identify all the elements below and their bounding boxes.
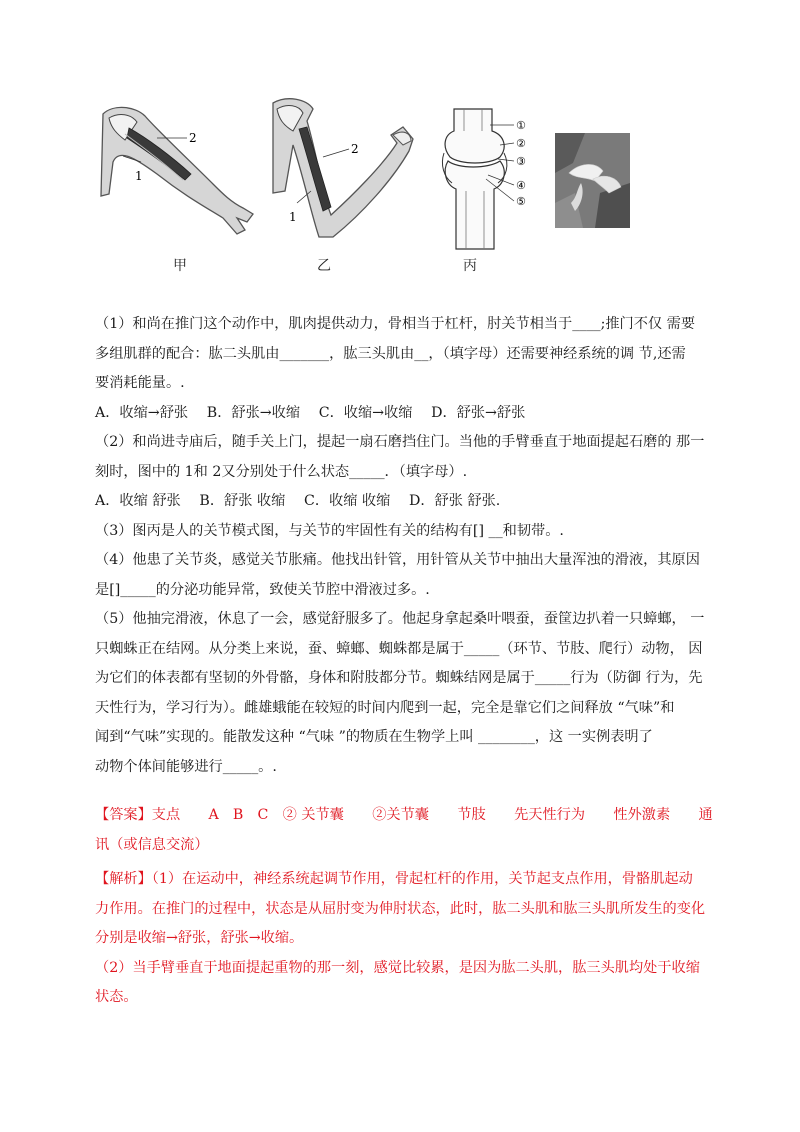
q1-options: A．收缩→舒张 B．舒张→收缩 C．收缩→收缩 D．舒张→舒张	[95, 404, 526, 421]
q5-line-3: 为它们的体表都有坚韧的外骨骼，身体和附肢都分节。蜘蛛结网是属于_____行为（防御 行为，先	[95, 670, 703, 686]
label-circled-2: ②	[516, 137, 526, 150]
figure-row	[95, 95, 655, 285]
q2-options: A．收缩 舒张 B．舒张 收缩 C．收缩 收缩 D．舒张 舒张.	[95, 493, 501, 509]
label-circled-5: ⑤	[516, 195, 526, 208]
q4-line-1: （4）他患了关节炎，感觉关节胀痛。他找出针管，用针管从关节中抽出大量浑浊的滑液，其原因	[95, 552, 700, 568]
label-2: 2	[351, 142, 359, 156]
joint-model-figure	[430, 105, 540, 255]
answer-block	[95, 800, 713, 859]
label-1: 1	[135, 169, 143, 183]
answer-line-2: 讯（或信息交流）	[95, 836, 209, 853]
analysis-line-2: 力作用。在推门的过程中，状态是从屈肘变为伸肘状态，此时，肱二头肌和肱三头肌所发生的变化	[95, 900, 706, 917]
arm-flexed-figure	[263, 95, 423, 255]
q5-line-1: （5）他抽完滑液，休息了一会，感觉舒服多了。他起身拿起桑叶喂蚕，蚕筐边扒着一只蟑螂， 一	[95, 611, 705, 627]
caption-bing: 丙	[463, 258, 477, 274]
q3-line-1: （3）图丙是人的关节模式图，与关节的牢固性有关的结构有[] __和韧带。.	[95, 522, 564, 539]
q5-line-6: 动物个体间能够进行_____。.	[95, 758, 277, 775]
q5-line-5: 闻到“气味”实现的。能散发这种 “气味 ”的物质在生物学上叫 ________，这 一实例表明了	[95, 729, 653, 745]
label-circled-3: ③	[516, 155, 526, 168]
label-2: 2	[189, 131, 197, 145]
label-1: 1	[289, 210, 297, 224]
analysis-line-4: （2）当手臂垂直于地面提起重物的那一刻，感觉比较累，是因为肱二头肌，肱三头肌均处于收缩	[95, 959, 700, 976]
question-block	[95, 310, 707, 782]
moth-photo	[555, 133, 630, 228]
q1-line-1: （1）和尚在推门这个动作中，肌肉提供动力，骨相当于杠杆，肘关节相当于____;推门不仅 需要	[95, 316, 696, 332]
q5-line-4: 天性行为，学习行为）。雌雄蛾能在较短的时间内爬到一起，完全是靠它们之间释放 “气味”和	[95, 699, 675, 716]
analysis-line-3: 分别是收缩→舒张，舒张→收缩。	[95, 930, 304, 946]
label-circled-1: ①	[516, 119, 526, 132]
caption-yi: 乙	[317, 258, 331, 274]
q2-line-1: （2）和尚进寺庙后，随手关上门，提起一扇石磨挡住门。当他的手臂垂直于地面提起石磨的 那一	[95, 434, 705, 450]
answer-line-1: 【答案】支点 A B C ② 关节囊 ②关节囊 节肢 先天性行为 性外激素 通	[95, 807, 713, 823]
q5-line-2: 只蜘蛛正在结网。从分类上来说，蚕、蟑螂、蜘蛛都是属于_____（环节、节肢、爬行）动物， 因	[95, 640, 703, 657]
q4-line-2: 是[]_____的分泌功能异常，致使关节腔中滑液过多。.	[95, 581, 430, 598]
q1-line-2: 多组肌群的配合：肱二头肌由_______，肱三头肌由__，（填字母）还需要神经系统的调 节,还需	[95, 345, 686, 362]
q2-line-2: 刻时，图中的 1和 2又分别处于什么状态_____．（填字母）.	[95, 463, 468, 480]
analysis-line-5: 状态。	[95, 989, 138, 1005]
arm-extended-figure	[95, 100, 260, 255]
caption-jia: 甲	[173, 258, 187, 274]
q1-line-3: 要消耗能量。.	[95, 375, 185, 391]
label-circled-4: ④	[516, 179, 526, 192]
analysis-line-1: 【解析】（1）在运动中，神经系统起调节作用，骨起杠杆的作用，关节起支点作用，骨骼肌起动	[95, 871, 693, 887]
analysis-block	[95, 864, 707, 1012]
